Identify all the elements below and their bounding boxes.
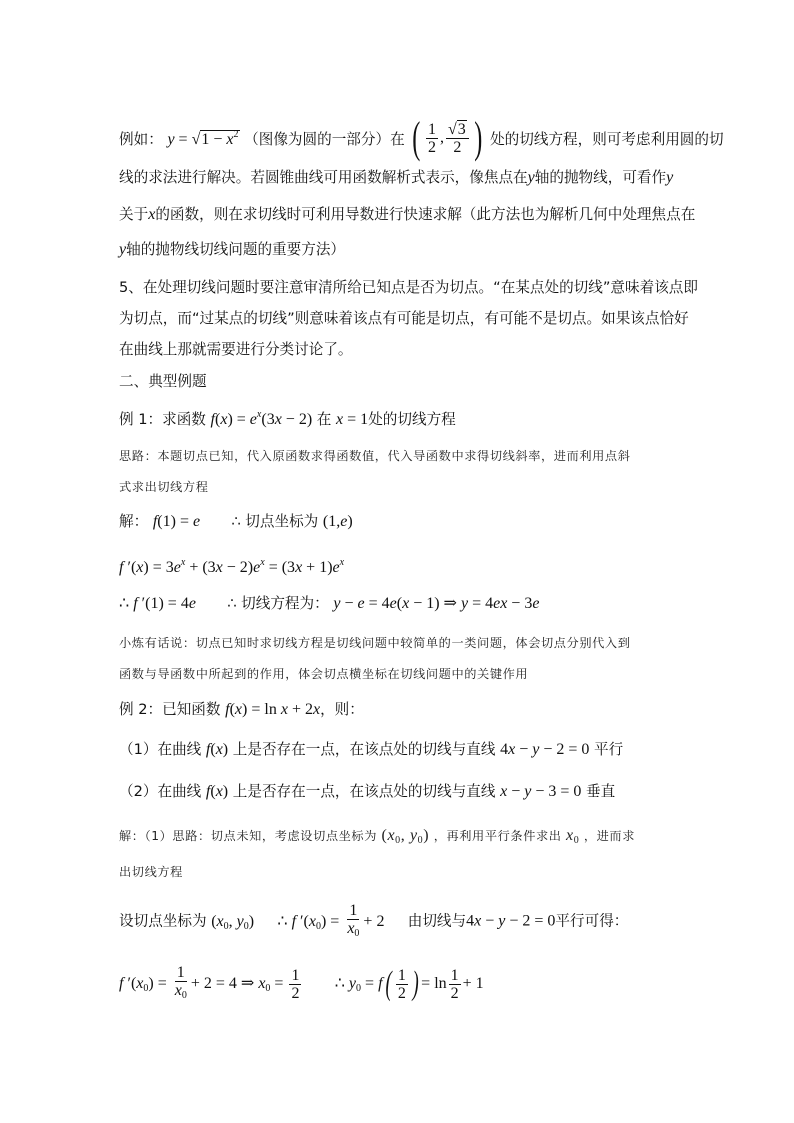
math-q1-line: 4x − y − 2 = 0 xyxy=(500,741,590,758)
note-3-line-2: 出切线方程 xyxy=(119,865,183,879)
math-ex2-function: f(x) = ln x + 2x xyxy=(225,701,321,718)
note-3-line-1 xyxy=(119,826,635,851)
math-derivative: f $'(x) = 3e^x + (3x - 2)e^x = (3x + 1)e^x$ xyxy=(119,557,345,576)
line-5: 5、在处理切线问题时要注意审清所给已知点是否为切点。“在某点处的切线”意味着该点即 xyxy=(119,279,698,296)
text-l2-b: 轴的抛物线，可看作 xyxy=(534,169,667,186)
text-q2-b: 上是否存在一点，在该点处的切线与直线 xyxy=(232,783,496,800)
text-ex1-a: 例 1：求函数 xyxy=(119,411,206,428)
text-q1-b: 上是否存在一点，在该点处的切线与直线 xyxy=(232,741,496,758)
math-s2-solve: f $'(x_0)$ = $\frac{1}{x_0}$ + 2 = 4 ⇒ $x_0$ = $\frac{1}{2}$ xyxy=(119,964,300,1002)
math-ex1-x: x = 1 xyxy=(336,411,369,428)
text-l3-b: 的函数，则在求切线时可利用导数进行快速求解（此方法也为解析几何中处理焦点在 xyxy=(155,206,696,223)
text-l3-a: 关于 xyxy=(119,206,149,223)
math-f1: f(1) = e xyxy=(152,513,201,530)
text-l4-b: 轴的抛物线切线问题的重要方法） xyxy=(126,241,346,258)
solution-1-line-3 xyxy=(119,594,539,614)
math-point-1e: (1,e) xyxy=(322,513,353,530)
text-ex1-b: 在 xyxy=(316,411,332,428)
solution-1-line-2 xyxy=(119,553,344,578)
question-1 xyxy=(119,740,623,760)
text-note3-b: ，再利用平行条件求出 xyxy=(433,829,562,843)
math-s1-point: ($x_0$, $y_0$) xyxy=(211,912,255,932)
text-sol3-b: ∴ 切线方程为： xyxy=(227,595,329,612)
step-1 xyxy=(119,902,628,942)
text-s1-a: 设切点坐标为 xyxy=(119,912,207,930)
text-note3-a: 解：（1）思路：切点未知，考虑设切点坐标为 xyxy=(119,829,378,843)
math-q2-f: f(x) xyxy=(205,783,229,800)
solution-1-line-1 xyxy=(119,512,353,532)
text-q2-c: 垂直 xyxy=(586,783,616,800)
var-y3: y xyxy=(119,241,127,258)
math-ex1-function: $f(x) = e^x(3x - 2)$ xyxy=(210,409,313,428)
math-note3-x0: $x_0$ xyxy=(566,827,580,846)
text-l2: 线的求法进行解决。若圆锥曲线可用函数解析式表示，像焦点在 xyxy=(119,169,528,186)
var-y2: y xyxy=(666,169,674,186)
text-l1-b: （图像为圆的一部分）在 xyxy=(244,131,405,148)
text-q1-c: 平行 xyxy=(594,741,624,758)
text-l1-a: 例如： xyxy=(119,131,163,148)
line-6: 为切点，而“过某点的切线”则意味着该点有可能是切点，有可能不是切点。如果该点恰好 xyxy=(119,310,689,327)
math-q1-f: f(x) xyxy=(205,741,229,758)
text-s1-c: 平行可得： xyxy=(555,912,629,930)
text-s1-b: 由切线与 xyxy=(407,912,467,930)
text-sol1-a: 解： xyxy=(119,513,149,530)
math-sqrt-expression: $y = √1 - x^2$ xyxy=(167,129,239,148)
line-7: 在曲线上那就需要进行分类讨论了。 xyxy=(119,341,353,358)
line-3 xyxy=(119,205,695,225)
var-x: x xyxy=(148,206,156,223)
text-note3-c: ，进而求 xyxy=(583,829,635,843)
math-point: ( $\frac{1}{2}$ , $\frac{√3}{2}$ ) xyxy=(412,113,483,162)
math-f-prime-1: ∴ f ′(1) = 4e xyxy=(119,595,196,612)
math-s2-y0: ∴ $y_0 = f$( $\frac{1}{2}$ ) = ln $\frac{1}{2}$ + 1 xyxy=(334,965,484,1002)
section-heading: 二、典型例题 xyxy=(119,373,207,390)
note-2-line-1: 小炼有话说：切点已知时求切线方程是切线问题中较简单的一类问题，体会切点分别代入到 xyxy=(119,636,631,650)
math-note3-point: ($x_0$, $y_0$) xyxy=(381,827,430,846)
text-q1-a: （1）在曲线 xyxy=(119,741,202,758)
math-tangent-line: y − e = 4e(x − 1) ⇒ y = 4ex − 3e xyxy=(333,595,540,612)
math-s1-line: 4x − y − 2 = 0 xyxy=(466,912,556,930)
question-2 xyxy=(119,782,615,802)
text-ex2-b: ，则： xyxy=(320,701,364,718)
step-2 xyxy=(119,962,484,1006)
text-q2-a: （2）在曲线 xyxy=(119,783,202,800)
note-1-line-1: 思路：本题切点已知，代入原函数求得函数值，代入导函数中求得切线斜率，进而利用点斜 xyxy=(119,449,631,463)
text-ex1-c: 处的切线方程 xyxy=(368,411,456,428)
var-y: y xyxy=(527,169,535,186)
example-2 xyxy=(119,700,364,720)
line-4 xyxy=(119,240,345,260)
math-q2-line: x − y − 3 = 0 xyxy=(500,783,582,800)
line-2 xyxy=(119,168,673,188)
math-s1-derivative: ∴ f $'(x_0)$ = $\frac{1}{x_0}$ + 2 xyxy=(277,902,385,939)
example-1 xyxy=(119,405,456,430)
note-2-line-2: 函数与导函数中所起到的作用，体会切点横坐标在切线问题中的关键作用 xyxy=(119,667,529,681)
note-1-line-2: 式求出切线方程 xyxy=(119,480,209,494)
text-l1-c: 处的切线方程，则可考虑利用圆的切 xyxy=(490,131,724,148)
text-sol1-b: ∴ 切点坐标为 xyxy=(231,513,319,530)
line-example-circle xyxy=(119,113,724,162)
text-ex2-a: 例 2：已知函数 xyxy=(119,701,221,718)
